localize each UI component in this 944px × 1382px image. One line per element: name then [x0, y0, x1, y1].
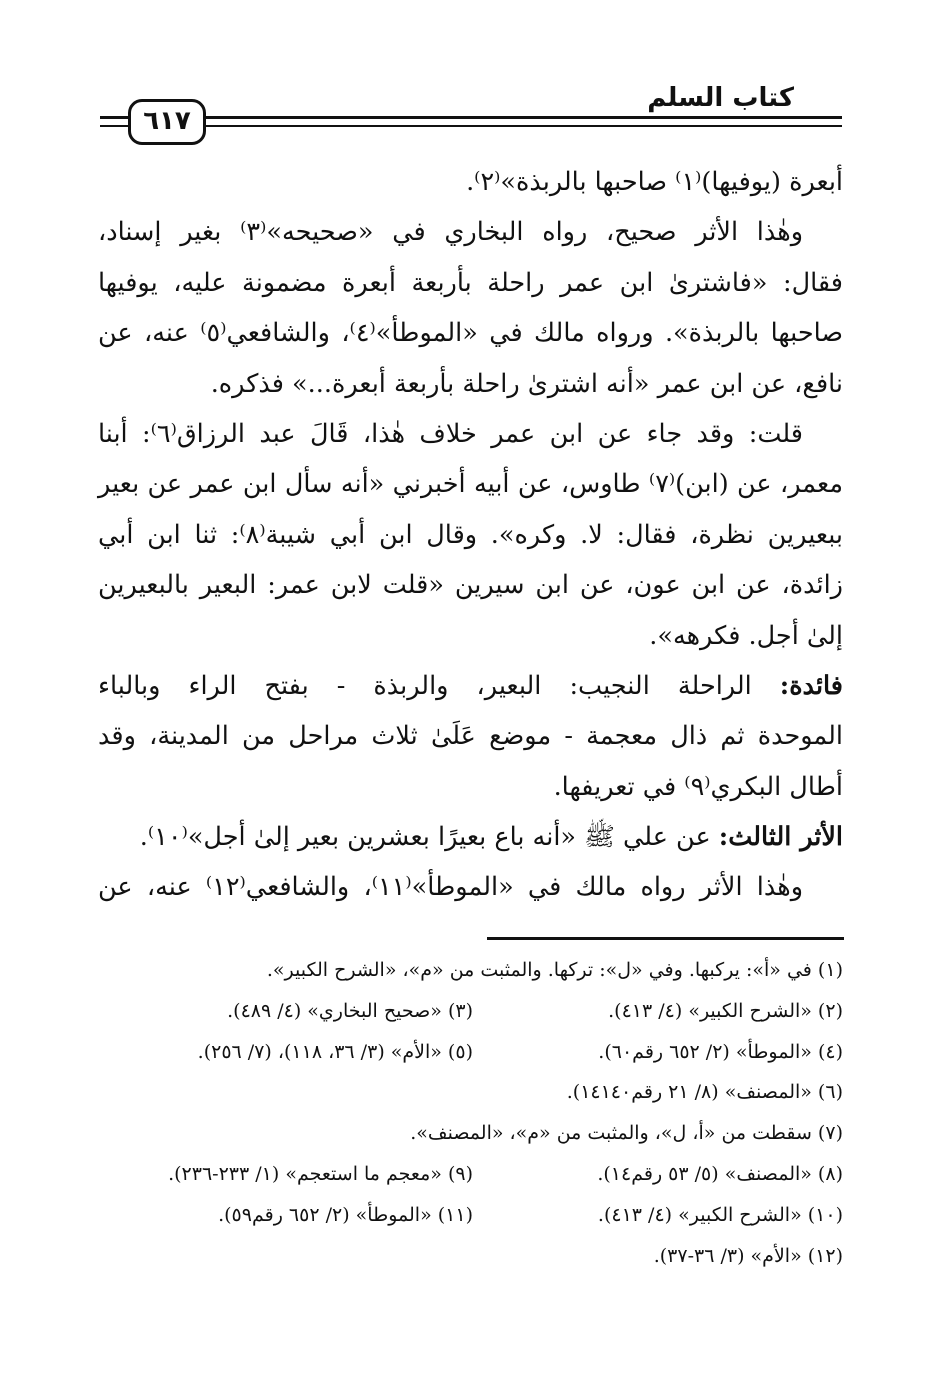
text-line [98, 661, 843, 711]
athar-label: الأثر الثالث: [718, 822, 843, 853]
chapter-title: كتاب السلم [647, 83, 794, 113]
footnote-separator [487, 937, 844, 940]
main-text [98, 157, 843, 913]
footnote: (٤) «الموطأ» (٢/ ٦٥٢ رقم٦٠). [598, 1040, 843, 1063]
text-line: زائدة، عن ابن عون، عن ابن سيرين «قلت لابن عمر: البعير بالبعيرين [98, 570, 843, 601]
text-line: وهٰذا الأثر رواه مالك في «الموطأ»⁽١١⁾، والشافعي⁽١٢⁾ عنه، عن [98, 872, 804, 903]
footnote-row [108, 1113, 843, 1154]
footnote-row [108, 991, 843, 1032]
text-line: قلت: وقد جاء عن ابن عمر خلاف هٰذا، قَالَ عبد الرزاق⁽٦⁾: أبنا [98, 418, 803, 449]
footnote: (٨) «المصنف» (٥/ ٥٣ رقم١٤). [597, 1162, 843, 1185]
text-line: ببعيرين نظرة، فقال: لا. وكره». وقال ابن أبي شيبة⁽٨⁾: ثنا ابن أبي [98, 519, 843, 550]
footnote-row [108, 950, 843, 991]
text-line: أبعرة (يوفيها)⁽١⁾ صاحبها بالربذة»⁽٢⁾. [466, 167, 843, 197]
text-line: معمر، عن (ابن)⁽٧⁾ طاوس، عن أبيه أخبرني «أنه سأل ابن عمر عن بعير [98, 469, 843, 500]
footnote: (٥) «الأم» (٣/ ٣٦، ١١٨)، (٧/ ٢٥٦). [197, 1040, 473, 1063]
footnote: (٢) «الشرح الكبير» (٤/ ٤١٣). [608, 999, 843, 1022]
footnote: (١٠) «الشرح الكبير» (٤/ ٤١٣). [597, 1203, 843, 1226]
footnote: (٧) سقطت من «أ، ل»، والمثبت من «م»، «المصنف». [410, 1122, 843, 1145]
footnote-row [108, 1236, 843, 1277]
text-line: فقال: «فاشترىٰ ابن عمر راحلة بأربعة أبعرة مضمونة عليه، يوفيها [98, 267, 843, 298]
footnote: (١٢) «الأم» (٣/ ٣٦-٣٧). [653, 1244, 843, 1267]
footnote-row [108, 1195, 843, 1236]
footnote-row [108, 1072, 843, 1113]
footnote: (١) في «أ»: يركبها. وفي «ل»: تركها. والمثبت من «م»، «الشرح الكبير». [266, 959, 843, 981]
page-number: ٦١٧ [128, 99, 206, 145]
text-span: الراحلة النجيب: البعير، والربذة - بفتح الراء وبالباء [98, 670, 752, 701]
faida-label: فائدة: [779, 670, 843, 701]
header-rule-top [100, 116, 842, 119]
footnote: (١١) «الموطأ» (٢/ ٦٥٢ رقم٥٩). [218, 1203, 473, 1226]
text-line: الموحدة ثم ذال معجمة - موضع عَلَىٰ ثلاث مراحل من المدينة، وقد [98, 721, 843, 752]
text-line: إلىٰ أجل. فكرهه». [649, 620, 843, 651]
footnote-row [108, 1154, 843, 1195]
text-line: صاحبها بالربذة». ورواه مالك في «الموطأ»⁽٤⁾، والشافعي⁽٥⁾ عنه، عن [98, 318, 843, 349]
footnote: (٦) «المصنف» (٨/ ٢١ رقم١٤١٤٠). [566, 1081, 843, 1104]
text-line: وهٰذا الأثر صحيح، رواه البخاري في «صحيحه»⁽٣⁾ بغير إسناد، [98, 217, 804, 248]
text-span: عن علي ﷺ «أنه باع بعيرًا بعشرين بعير إلىٰ أجل»⁽١٠⁾. [139, 822, 711, 853]
text-line: أطال البكري⁽٩⁾ في تعريفها. [553, 771, 843, 802]
footnote-row [108, 1032, 843, 1073]
header-rule-bottom [100, 125, 842, 127]
footnote: (٩) «معجم ما استعجم» (١/ ٢٣٣-٢٣٦). [168, 1162, 473, 1185]
footnote: (٣) «صحيح البخاري» (٤/ ٤٨٩). [227, 999, 473, 1022]
footnotes [108, 950, 843, 1276]
text-line [98, 812, 843, 862]
text-line: نافع، عن ابن عمر «أنه اشترىٰ راحلة بأربعة أبعرة...» فذكره. [210, 368, 843, 399]
